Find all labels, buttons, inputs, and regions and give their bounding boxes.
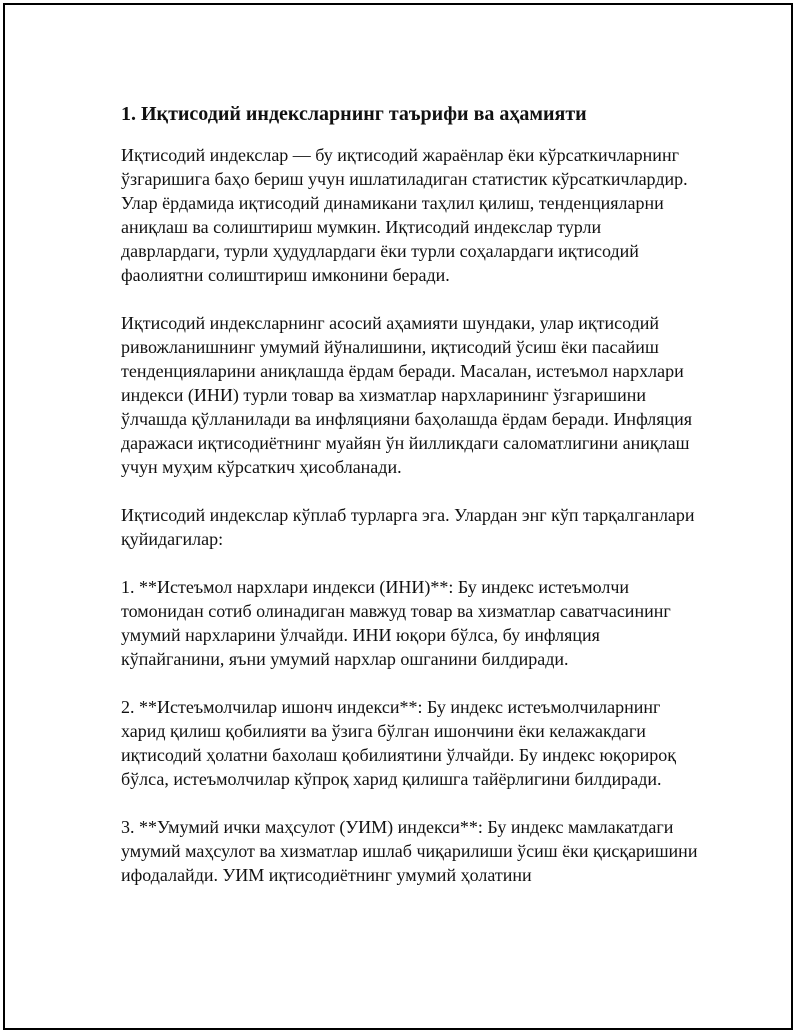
- list-item-cpi: 1. **Истеъмол нархлари индекси (ИНИ)**: Бу индекс истеъмолчи томонидан сотиб олинадиган мавжуд товар ва хизматлар саватчасининг умумий нархларини ўлчайди. ИНИ юқори бўлса, бу инфляция кўпайганини, яъни умумий нархлар ошганини билдиради.: [121, 577, 671, 669]
- document-page: [3, 3, 793, 1030]
- list-item-gdp: 3. **Умумий ички маҳсулот (УИМ) индекси**: Бу индекс мамлакатдаги умумий маҳсулот ва хизматлар ишлаб чиқарилиши ўсиш ёки қисқаришини ифодалайди. УИМ иқтисодиётнинг умумий ҳолатини: [121, 817, 698, 885]
- list-item-consumer-confidence: 2. **Истеъмолчилар ишонч индекси**: Бу индекс истеъмолчиларнинг харид қилиш қобилияти ва ўзига бўлган ишончини ёки келажакдаги иқтисодий ҳолатни бахолаш қобилиятини ўлчайди. Бу индекс юқорироқ бўлса, истеъмолчилар кўпроқ харид қилишга тайёрлигини билдиради.: [121, 697, 677, 789]
- section-heading: 1. Иқтисодий индексларнинг таърифи ва аҳамияти: [121, 103, 587, 125]
- paragraph-definition: Иқтисодий индекслар — бу иқтисодий жараёнлар ёки кўрсаткичларнинг ўзгаришига баҳо бериш учун ишлатиладиган статистик кўрсаткичлардир. Улар ёрдамида иқтисодий динамикани таҳлил қилиш, тенденцияларни аниқлаш ва солиштириш мумкин. Иқтисодий индекслар турли даврлардаги, турли ҳудудлардаги ёки турли соҳалардаги иқтисодий фаолиятни солиштириш имконини беради.: [121, 145, 688, 285]
- paragraph-importance: Иқтисодий индексларнинг асосий аҳамияти шундаки, улар иқтисодий ривожланишнинг умумий йўналишини, иқтисодий ўсиш ёки пасайиш тенденцияларини аниқлашда ёрдам беради. Масалан, истеъмол нархлари индекси (ИНИ) турли товар ва хизматлар нархларининг ўзгаришини ўлчашда қўлланилади ва инфляцияни баҳолашда ёрдам беради. Инфляция даражаси иқтисодиётнинг муайян ўн йилликдаги саломатлигини аниқлаш учун муҳим кўрсаткич ҳисобланади.: [121, 313, 693, 477]
- document-content: [121, 101, 701, 911]
- paragraph-types-intro: Иқтисодий индекслар кўплаб турларга эга. Улардан энг кўп тарқалганлари қуйидагилар:: [121, 505, 695, 549]
